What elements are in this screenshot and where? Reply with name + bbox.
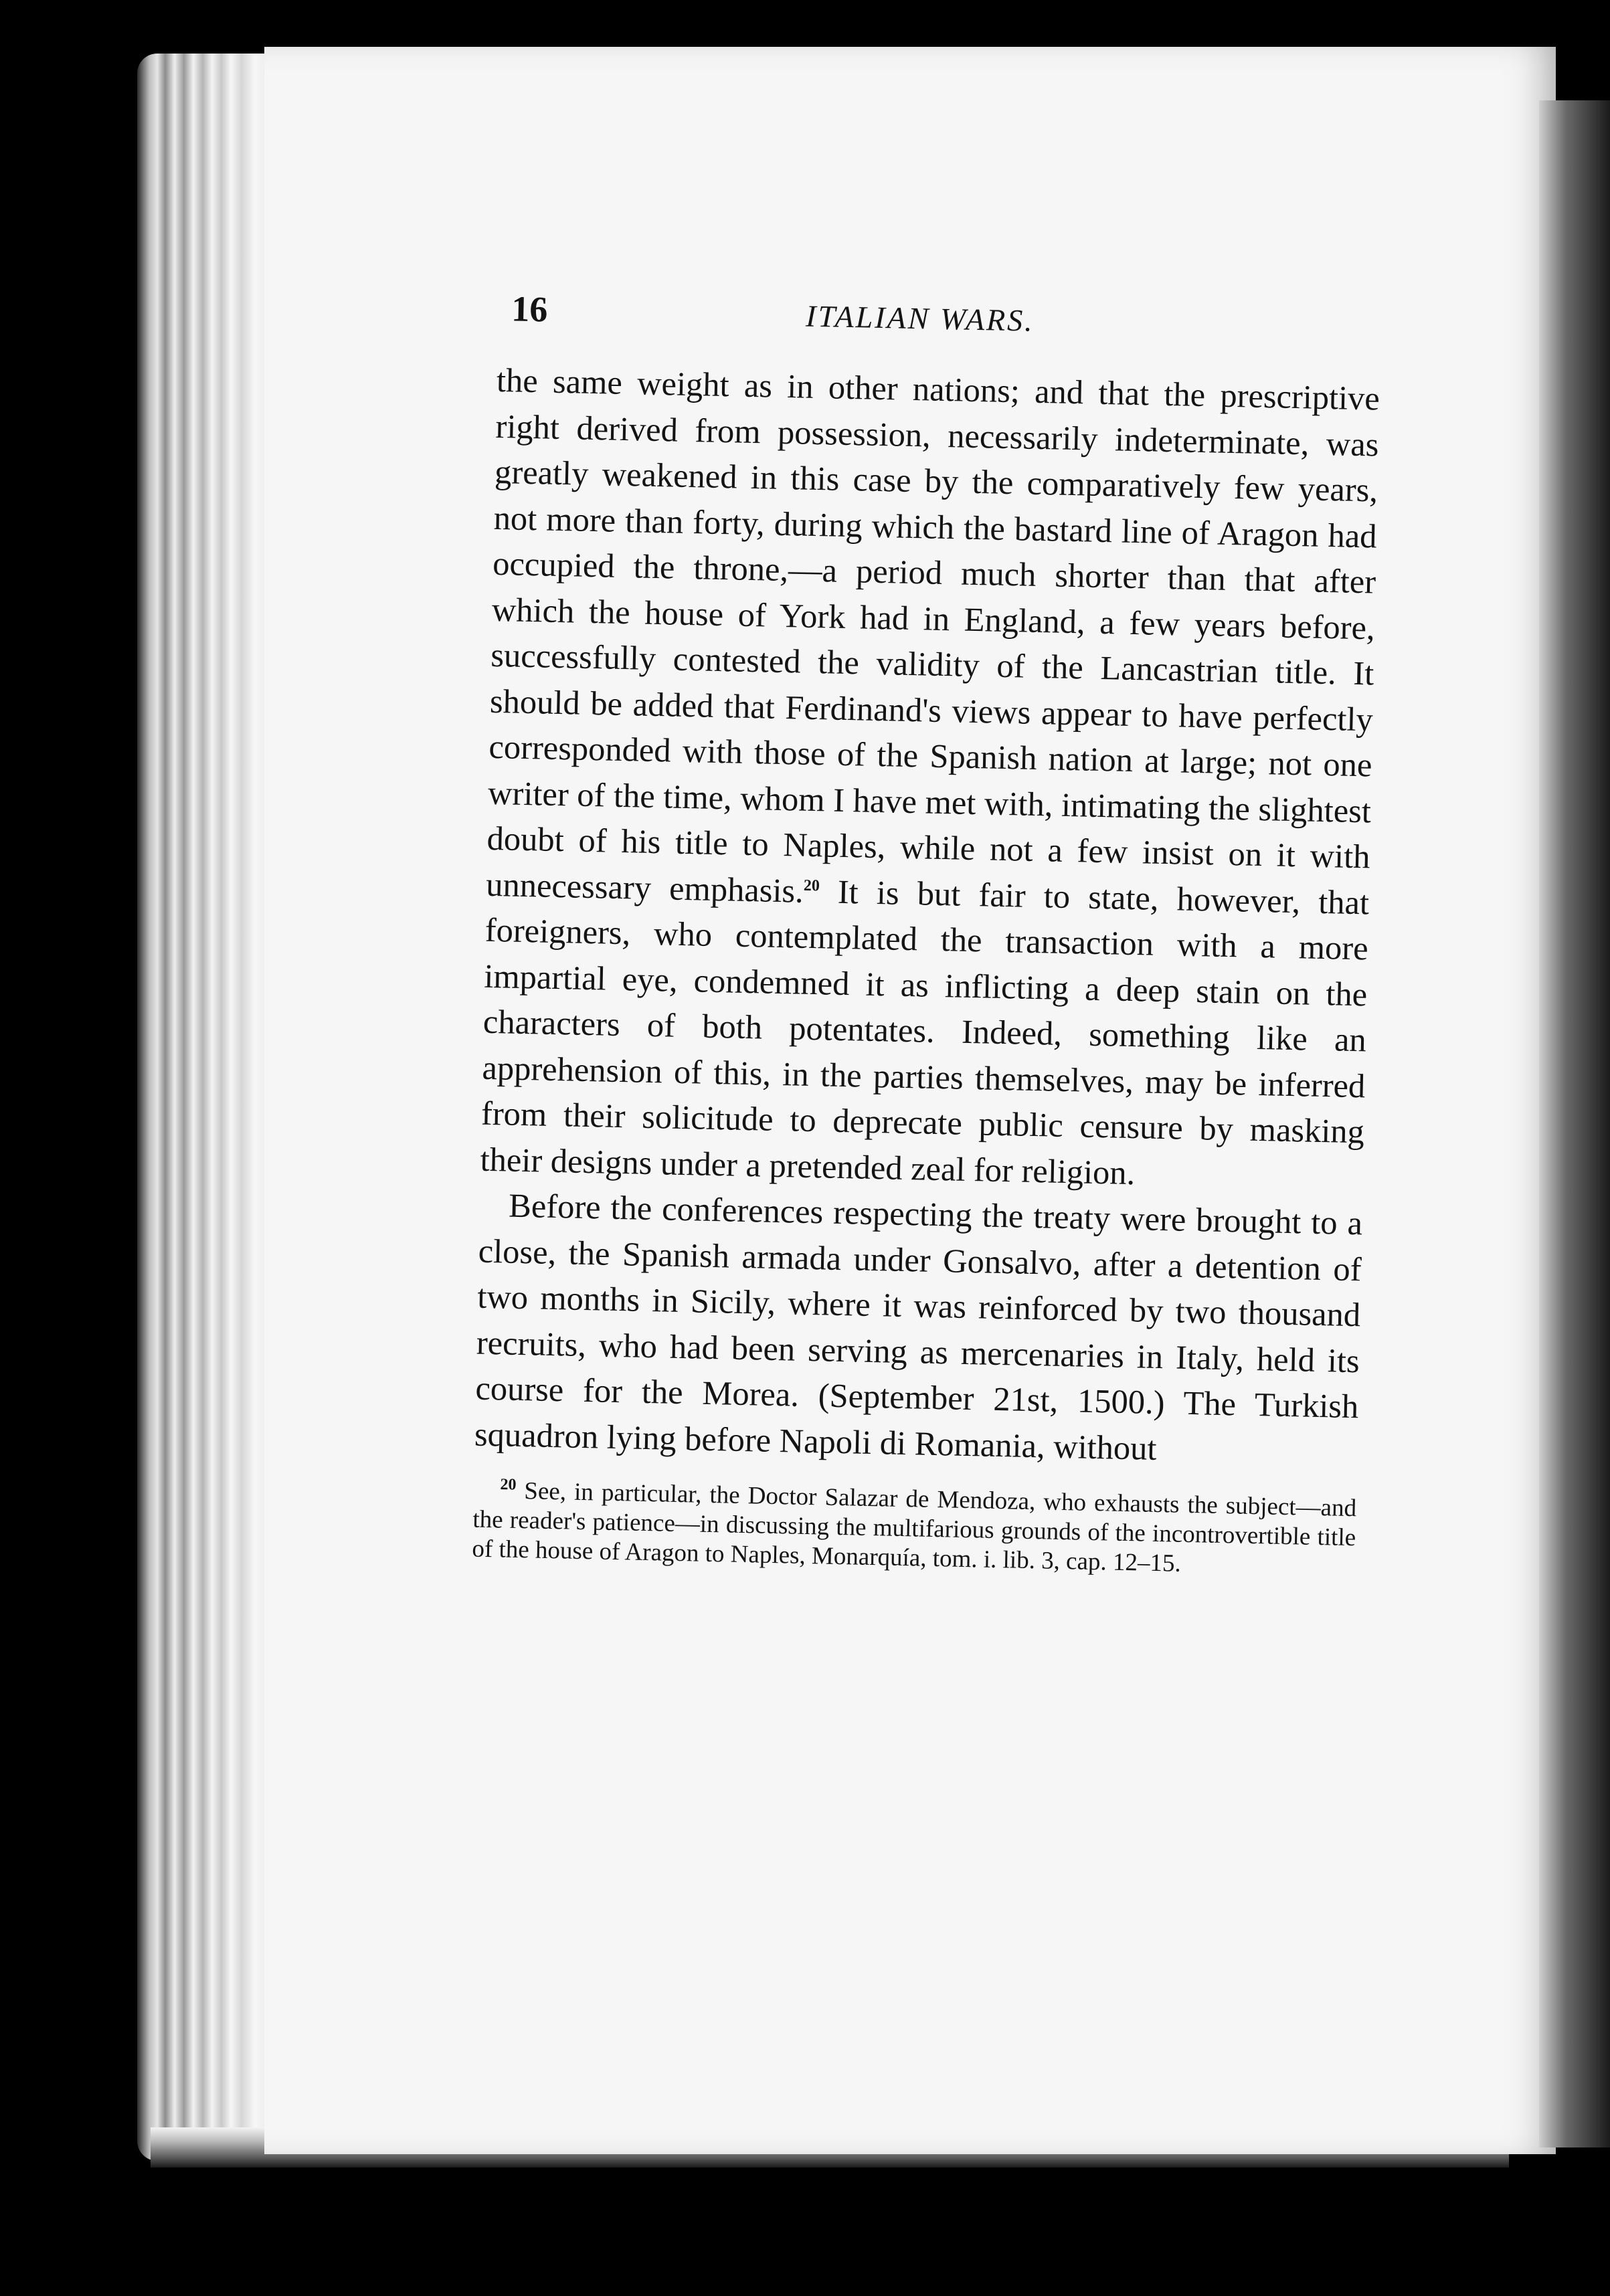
running-title: ITALIAN WARS. [805,298,1035,338]
paragraph-1-text-a: the same weight as in other nations; and that the prescriptive right derived from possession, necessarily indeterminate, was greatly weakened in this case by the comparatively few years, not more than forty, during which the bastard line of Aragon had occupied the throne,—a period much shorter than that after which the house of York had in England, a few years before, successfully contested the validity of the Lancastrian title. It should be added that Ferdinand's views appear to have perfectly corresponded with those of the Spanish nation at large; not one writer of the time, whom I have met with, intimating the slightest doubt of his title to Naples, while not a few insist on it with unnecessary emphasis. [485,361,1380,910]
paragraph-1 [480,357,1380,1200]
gutter-shadow [1539,100,1610,2147]
page-content [472,288,1382,1582]
page-number: 16 [511,288,548,330]
paragraph-2: Before the conferences respecting the treaty were brought to a close, the Spanish armada under Gonsalvo, after a detention of two months in Sicily, where it was reinforced by two thousand recruits, who had been serving as mercenaries in Italy, held its course for the Morea. (September 21st, 1500.) The Turkish squadron lying before Napoli di Romania, without [474,1186,1363,1467]
footnote [472,1476,1356,1583]
paragraph-1-text-b: It is but fair to state, however, that foreigners, who contemplated the transaction with a more impartial eye, condemned it as inflicting a deep stain on the characters of both potentates. Indeed, something like an apprehension of this, in the parties themselves, may be inferred from their solicitude to deprecate public censure by masking their designs under a pretended zeal for religion. [480,872,1370,1191]
footnote-text: See, in particular, the Doctor Salazar de Mendoza, who exhausts the subject—and the reader's patience—in discussing the multifarious grounds of the incontrovertible title of the house of Aragon to Naples, Monarquía, tom. i. lib. 3, cap. 12–15. [472,1476,1357,1577]
footnote-reference: 20 [803,876,820,894]
body-text [474,357,1380,1475]
footnote-marker: 20 [500,1476,517,1494]
